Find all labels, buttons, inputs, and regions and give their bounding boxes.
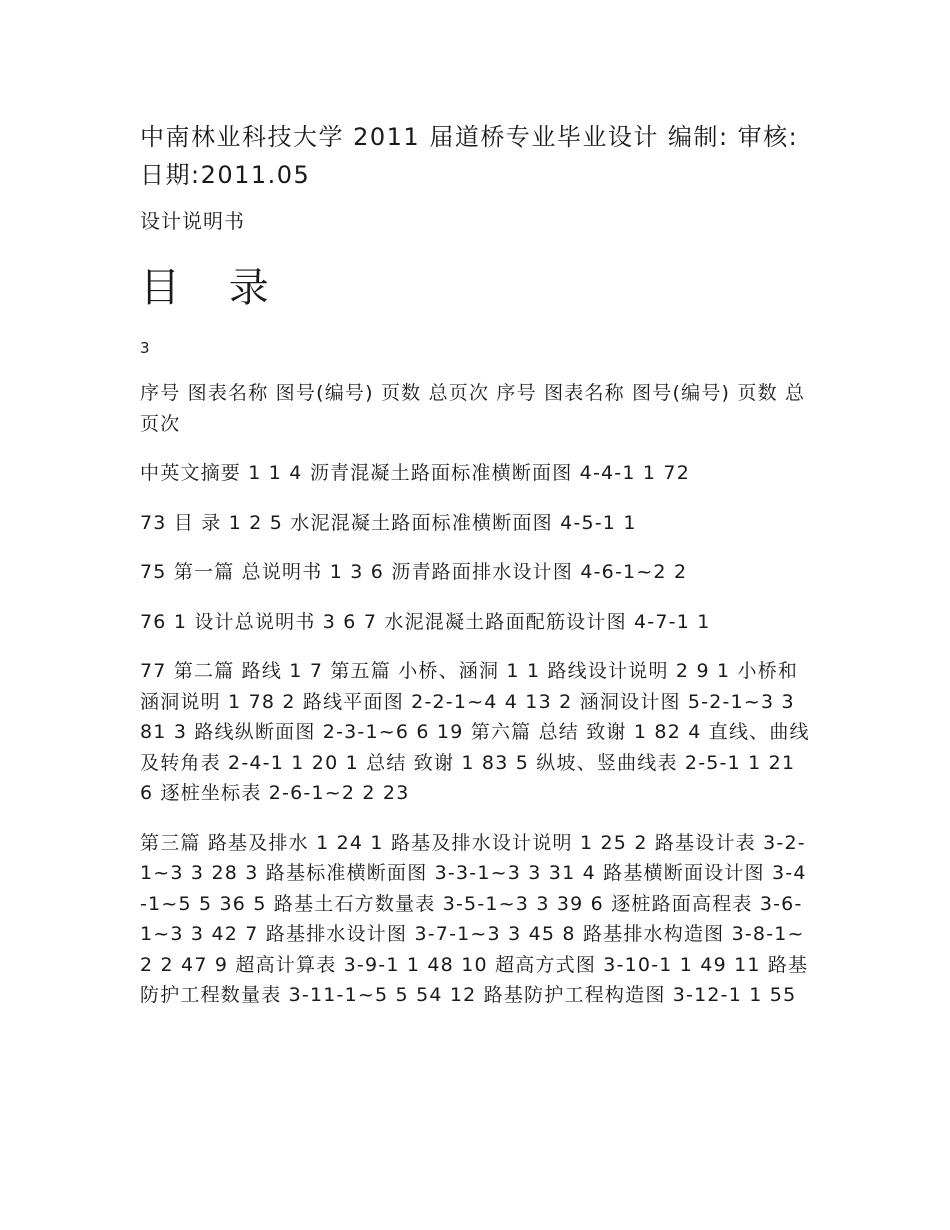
- toc-paragraph: 77 第二篇 路线 1 7 第五篇 小桥、涵洞 1 1 路线设计说明 2 9 1 小桥和涵洞说明 1 78 2 路线平面图 2-2-1~4 4 13 2 涵洞设计图 5-2-1~3 3 81 3 路线纵断面图 2-3-1~6 6 19 第六篇 总结 致谢 1 82 4 直线、曲线及转角表 2-4-1 1 20 1 总结 致谢 1 83 5 纵坡、竖曲线表 2-5-1 1 21 6 逐桩坐标表 2-6-1~2 2 23: [140, 660, 810, 804]
- toc-paragraph: 中英文摘要 1 1 4 沥青混凝土路面标准横断面图 4-4-1 1 72: [140, 462, 690, 484]
- document-subtitle: 设计说明书: [140, 209, 245, 233]
- toc-paragraph: 第三篇 路基及排水 1 24 1 路基及排水设计说明 1 25 2 路基设计表 3-2-1~3 3 28 3 路基标准横断面图 3-3-1~3 3 31 4 路基横断面设计图 3-4-1~5 5 36 5 路基土石方数量表 3-5-1~3 3 39 6 逐桩路面高程表 3-6-1~3 3 42 7 路基排水设计图 3-7-1~3 3 45 8 路基排水构造图 3-8-1~2 2 47 9 超高计算表 3-9-1 1 48 10 超高方式图 3-10-1 1 49 11 路基防护工程数量表 3-11-1~5 5 54 12 路基防护工程构造图 3-12-1 1 55: [140, 831, 809, 1006]
- toc-header-row: 序号 图表名称 图号(编号) 页数 总页次 序号 图表名称 图号(编号) 页数 总页次: [140, 382, 806, 435]
- toc-paragraph: 76 1 设计总说明书 3 6 7 水泥混凝土路面配筋设计图 4-7-1 1: [140, 610, 711, 633]
- toc-title: 目 录: [140, 265, 287, 311]
- document-heading: 中南林业科技大学 2011 届道桥专业毕业设计 编制: 审核: 日期:2011.05: [140, 123, 799, 189]
- document-page: [140, 118, 812, 1030]
- toc-paragraph: 73 目 录 1 2 5 水泥混凝土路面标准横断面图 4-5-1 1: [140, 511, 637, 534]
- toc-paragraph: 75 第一篇 总说明书 1 3 6 沥青路面排水设计图 4-6-1~2 2: [140, 561, 688, 583]
- page-number: 3: [140, 339, 150, 357]
